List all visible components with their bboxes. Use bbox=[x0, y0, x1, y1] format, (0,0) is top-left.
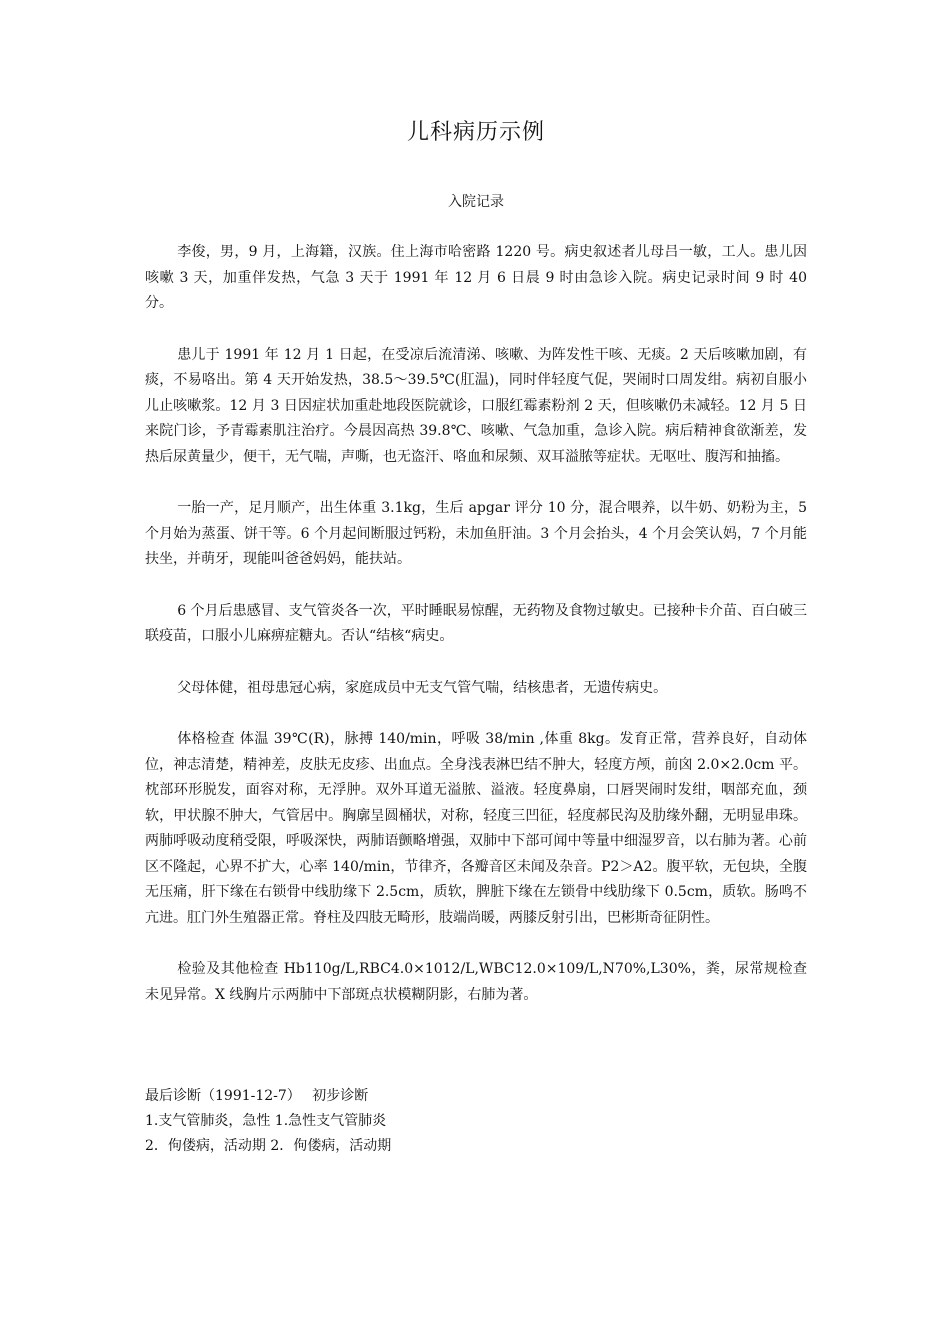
document-subtitle: 入院记录 bbox=[448, 194, 504, 210]
record-body bbox=[145, 240, 807, 1034]
diagnosis-line: 1.支气管肺炎，急性 1.急性支气管肺炎 bbox=[145, 1113, 387, 1129]
diagnosis-line: 2．佝偻病，活动期 2．佝偻病，活动期 bbox=[145, 1138, 392, 1154]
patient-info-paragraph: 李俊，男，9 月，上海籍，汉族。住上海市哈密路 1220 号。病史叙述者儿母吕一敏，工人。患儿因咳嗽 3 天，加重伴发热，气急 3 天于 1991 年 12 月 6 日晨 9 时由急诊入院。病史记录时间 9 时 40 分。 bbox=[145, 244, 807, 311]
past-history-paragraph: 6 个月后患感冒、支气管炎各一次，平时睡眠易惊醒，无药物及食物过敏史。已接种卡介苗、百白破三联疫苗，口服小儿麻痹症糖丸。否认“结核“病史。 bbox=[145, 602, 807, 644]
diagnosis-section bbox=[145, 1084, 807, 1159]
physical-exam-paragraph: 体格检查 体温 39℃(R)，脉搏 140/min，呼吸 38/min ,体重 8kg。发育正常，营养良好，自动体位，神志清楚，精神差，皮肤无皮疹、出血点。全身浅表淋巴结不肿大，轻度方颅，前囟 2.0×2.0cm 平。枕部环形脱发，面容对称，无浮肿。双外耳道无溢脓、溢液。轻度鼻扇，口唇哭闹时发绀，咽部充血，颈软，甲状腺不肿大，气管居中。胸廓呈圆桶状，对称，轻度三凹征，轻度郝民沟及肋缘外翻，无明显串珠。两肺呼吸动度稍受限，呼吸深快，两肺语颤略增强，双肺中下部可闻中等量中细湿罗音，以右肺为著。心前区不隆起，心界不扩大，心率 140/min，节律齐，各瓣音区未闻及杂音。P2＞A2。腹平软，无包块，全腹无压痛，肝下缘在右锁骨中线肋缘下 2.5cm，质软，脾脏下缘在左锁骨中线肋缘下 0.5cm，质软。肠鸣不亢进。肛门外生殖器正常。脊柱及四肢无畸形，肢端尚暖，两膝反射引出，巴彬斯奇征阴性。 bbox=[145, 731, 807, 926]
diagnosis-header: 最后诊断（1991-12-7） 初步诊断 bbox=[145, 1088, 369, 1104]
present-illness-paragraph: 患儿于 1991 年 12 月 1 日起，在受凉后流清涕、咳嗽、为阵发性干咳、无痰。2 天后咳嗽加剧，有痰，不易咯出。第 4 天开始发热，38.5～39.5℃(肛温)，同时伴轻度气促，哭闹时口周发绀。病初自服小儿止咳嗽浆。12 月 3 日因症状加重赴地段医院就诊，口服红霉素粉剂 2 天，但咳嗽仍未减轻。12 月 5 日来院门诊，予青霉素肌注治疗。今晨因高热 39.8℃、咳嗽、气急加重，急诊入院。病后精神食欲渐差，发热后尿黄量少，便干，无气喘，声嘶，也无盗汗、咯血和尿频、双耳溢脓等症状。无呕吐、腹泻和抽搐。 bbox=[145, 346, 807, 465]
lab-tests-paragraph: 检验及其他检查 Hb110g/L,RBC4.0×1012/L,WBC12.0×109/L,N70%,L30%，粪，尿常规检查未见异常。X 线胸片示两肺中下部斑点状模糊阴影，右肺为著。 bbox=[145, 961, 807, 1003]
document-page bbox=[145, 0, 807, 1344]
birth-history-paragraph: 一胎一产，足月顺产，出生体重 3.1kg，生后 apgar 评分 10 分，混合喂养，以牛奶、奶粉为主，5 个月始为蒸蛋、饼干等。6 个月起间断服过钙粉，未加鱼肝油。3 个月会抬头，4 个月会笑认妈，7 个月能扶坐，并萌牙，现能叫爸爸妈妈，能扶站。 bbox=[145, 500, 807, 567]
family-history-paragraph: 父母体健，祖母患冠心病，家庭成员中无支气管气喘，结核患者，无遗传病史。 bbox=[177, 679, 668, 696]
document-title: 儿科病历示例 bbox=[406, 120, 545, 145]
